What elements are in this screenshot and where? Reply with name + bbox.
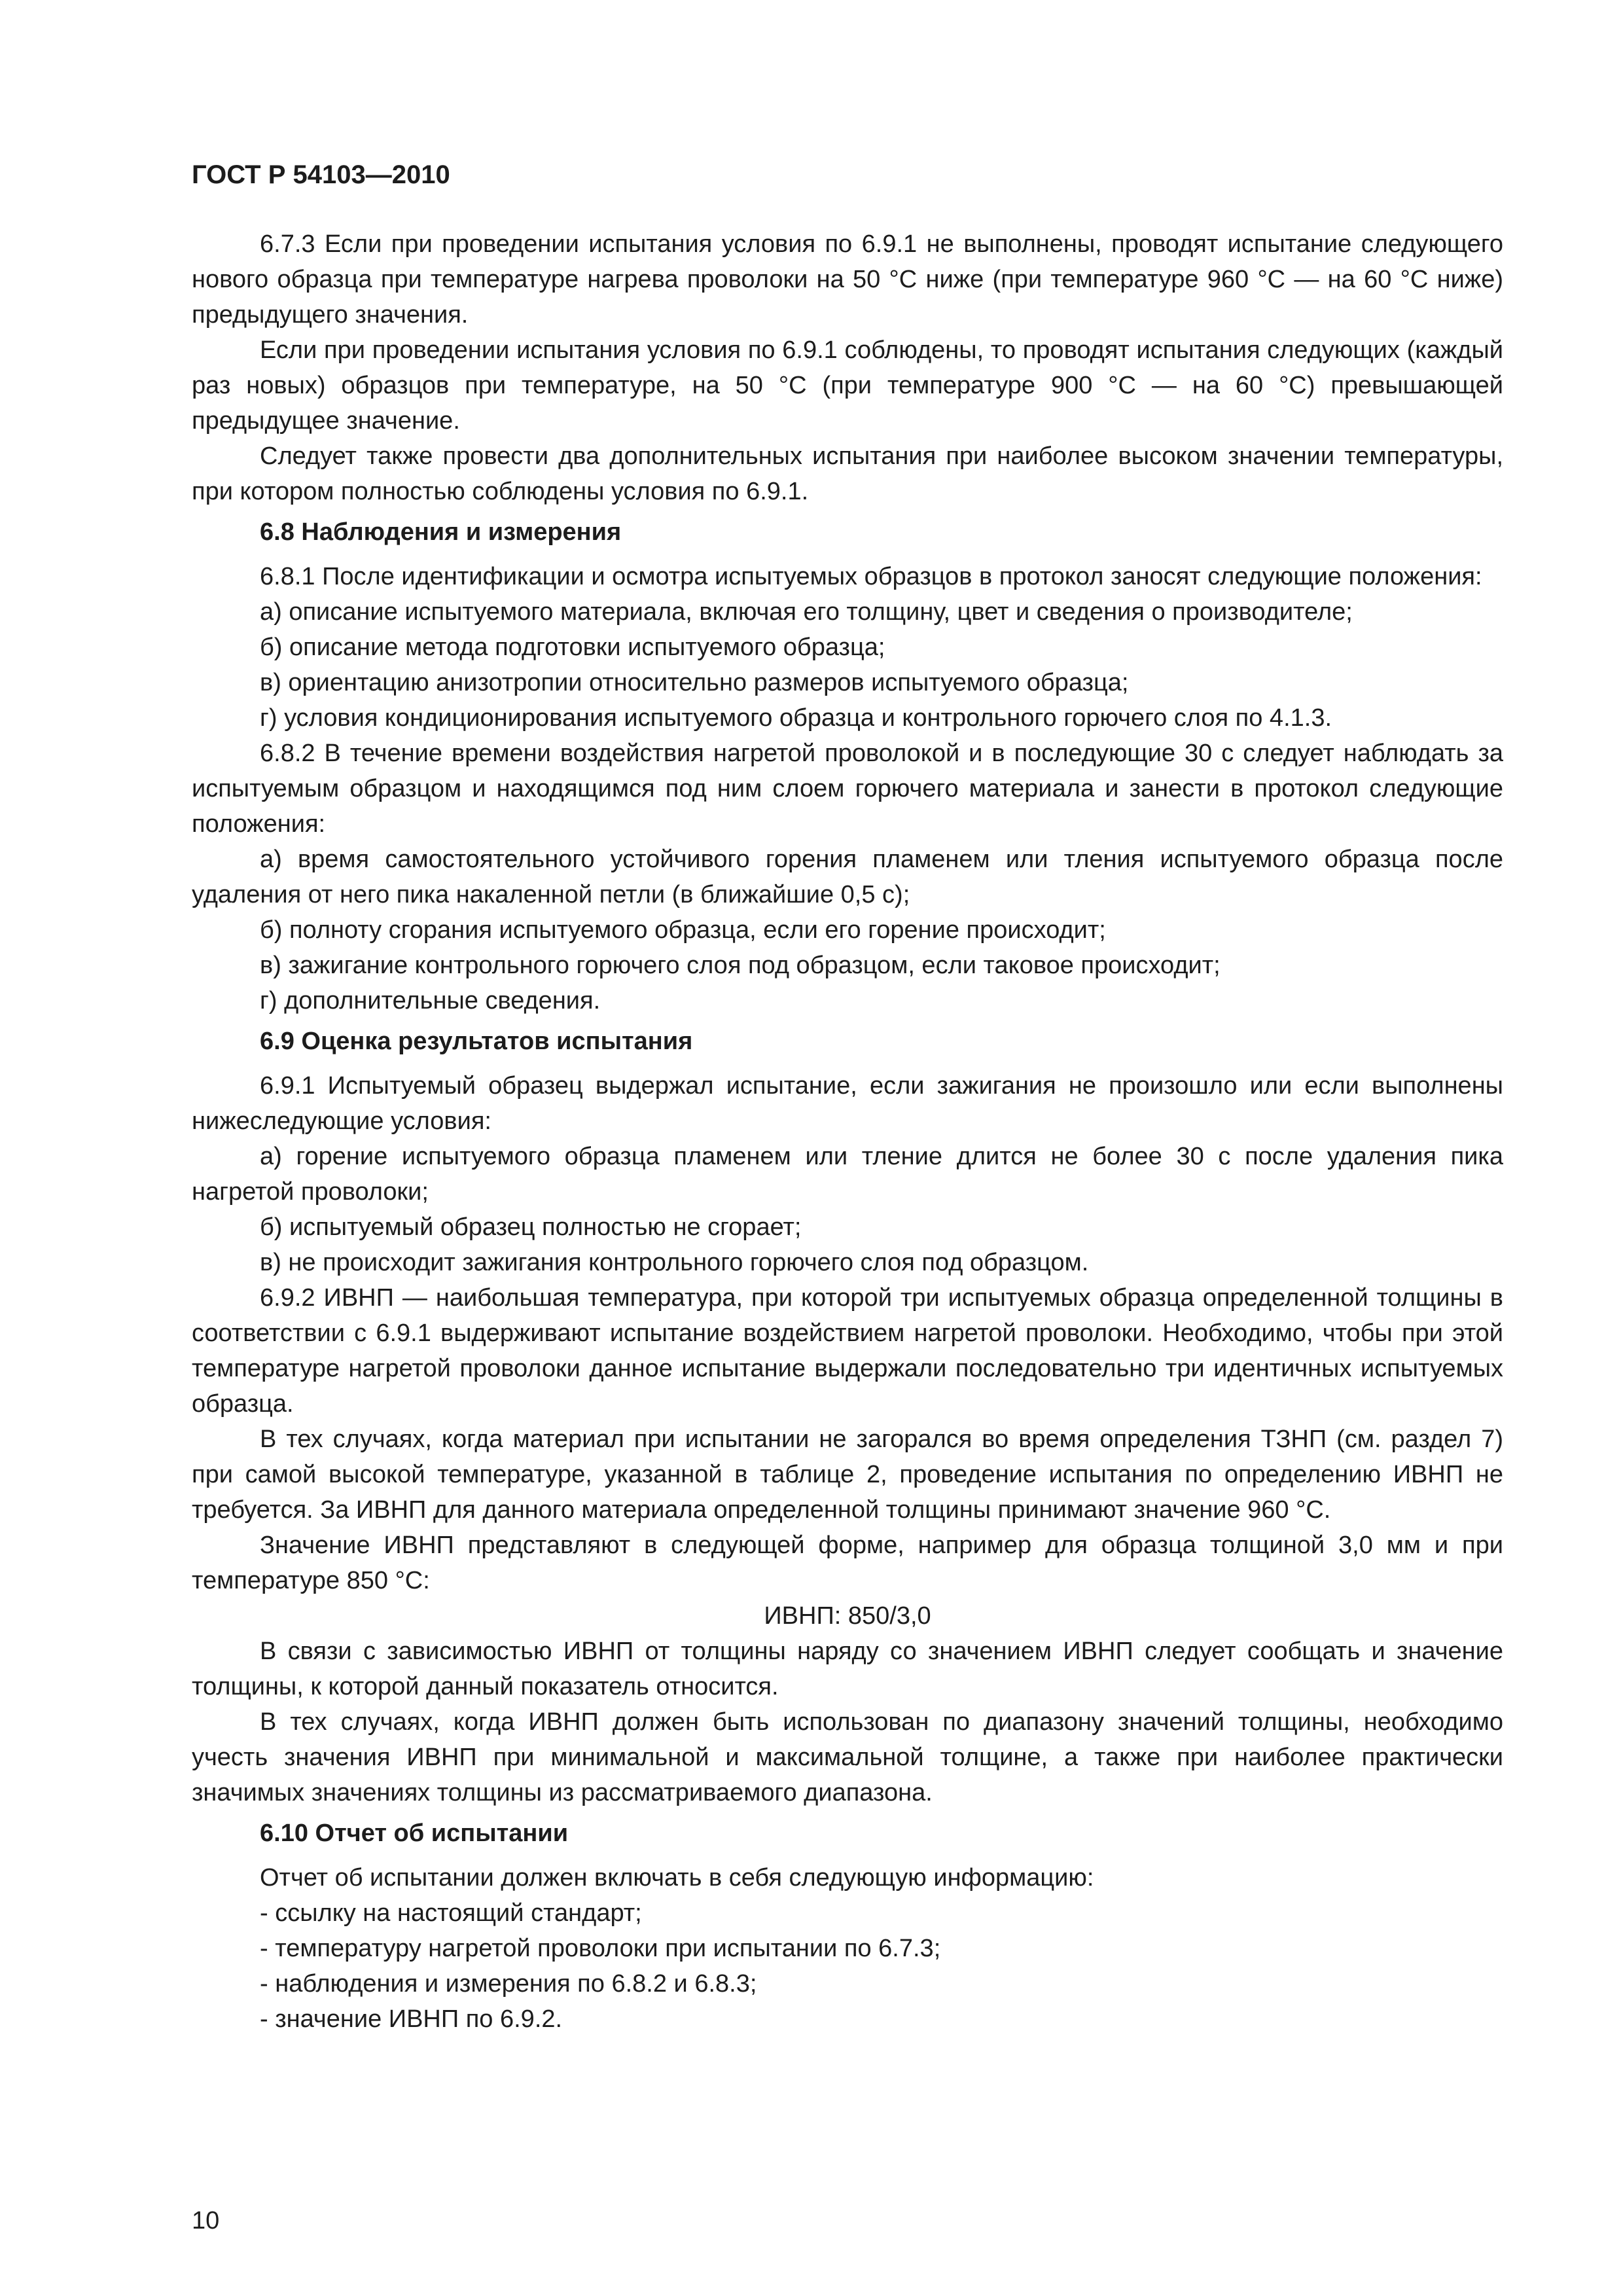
paragraph: Следует также провести два дополнительных испытания при наиболее высоком значении температуры, при котором полностью соблюдены условия по 6.9.1. — [192, 442, 1503, 505]
list-item: - наблюдения и измерения по 6.8.2 и 6.8.3; — [260, 1970, 757, 1998]
list-item: а) описание испытуемого материала, включая его толщину, цвет и сведения о производителе; — [260, 598, 1353, 626]
section-heading-6-10: 6.10 Отчет об испытании — [260, 1820, 569, 1847]
paragraph-6-8-1: 6.8.1 После идентификации и осмотра испытуемых образцов в протокол заносят следующие положения: — [260, 563, 1482, 590]
list-item: - значение ИВНП по 6.9.2. — [260, 2005, 563, 2033]
paragraph: Значение ИВНП представляют в следующей форме, например для образца толщиной 3,0 мм и при температуре 850 °С: — [192, 1532, 1503, 1594]
list-item: г) дополнительные сведения. — [260, 987, 601, 1014]
paragraph: В связи с зависимостью ИВНП от толщины наряду со значением ИВНП следует сообщать и значение толщины, к которой данный показатель относится. — [192, 1638, 1503, 1700]
list-item: г) условия кондиционирования испытуемого образца и контрольного горючего слоя по 4.1.3. — [260, 704, 1332, 732]
paragraph-6-9-1: 6.9.1 Испытуемый образец выдержал испытание, если зажигания не произошло или если выполнены нижеследующие условия: — [192, 1072, 1503, 1135]
list-item: б) описание метода подготовки испытуемого образца; — [260, 634, 885, 661]
list-item: в) зажигание контрольного горючего слоя под образцом, если таковое происходит; — [260, 952, 1221, 979]
paragraph-6-7-3: 6.7.3 Если при проведении испытания условия по 6.9.1 не выполнены, проводят испытание следующего нового образца при температуре нагрева проволоки на 50 °С ниже (при температуре 960 °С — на 60 °С ниже) предыдущего значения. — [192, 230, 1503, 329]
list-item: а) время самостоятельного устойчивого горения пламенем или тления испытуемого образца после удаления от него пика накаленной петли (в ближайшие 0,5 с); — [192, 846, 1503, 908]
paragraph-6-9-2: 6.9.2 ИВНП — наибольшая температура, при которой три испытуемых образца определенной толщины в соответствии с 6.9.1 выдерживают испытание воздействием нагретой проволоки. Необходимо, чтобы при этой температуре нагретой проволоки данное испытание выдержали последовательно три идентичных испытуемых образца. — [192, 1284, 1503, 1418]
list-item: в) ориентацию анизотропии относительно размеров испытуемого образца; — [260, 669, 1129, 696]
list-item: - ссылку на настоящий стандарт; — [260, 1899, 642, 1927]
document-page — [192, 157, 1503, 2265]
list-item: а) горение испытуемого образца пламенем или тление длится не более 30 с после удаления пика нагретой проволоки; — [192, 1143, 1503, 1206]
paragraph: В тех случаях, когда материал при испытании не загорался во время определения ТЗНП (см. раздел 7) при самой высокой температуре, указанной в таблице 2, проведение испытания по определению ИВНП не требуется. За ИВНП для данного материала определенной толщины принимают значение 960 °С. — [192, 1426, 1503, 1524]
section-heading-6-9: 6.9 Оценка результатов испытания — [260, 1028, 693, 1055]
section-heading-6-8: 6.8 Наблюдения и измерения — [260, 518, 622, 546]
list-item: б) испытуемый образец полностью не сгорает; — [260, 1213, 802, 1241]
paragraph-6-8-2: 6.8.2 В течение времени воздействия нагретой проволокой и в последующие 30 с следует наблюдать за испытуемым образцом и находящимся под ним слоем горючего материала и занести в протокол следующие положения: — [192, 740, 1503, 838]
list-item: - температуру нагретой проволоки при испытании по 6.7.3; — [260, 1935, 941, 1962]
paragraph-6-10: Отчет об испытании должен включать в себя следующую информацию: — [260, 1864, 1094, 1892]
list-item: в) не происходит зажигания контрольного горючего слоя под образцом. — [260, 1249, 1089, 1276]
paragraph: В тех случаях, когда ИВНП должен быть использован по диапазону значений толщины, необходимо учесть значения ИВНП при минимальной и максимальной толщине, а также при наиболее практически значимых значениях толщины из рассматриваемого диапазона. — [192, 1708, 1503, 1806]
page-number: 10 — [192, 2207, 220, 2234]
formula: ИВНП: 850/3,0 — [764, 1602, 931, 1630]
document-header: ГОСТ Р 54103—2010 — [192, 160, 450, 189]
list-item: б) полноту сгорания испытуемого образца, если его горение происходит; — [260, 916, 1106, 944]
paragraph: Если при проведении испытания условия по 6.9.1 соблюдены, то проводят испытания следующих (каждый раз новых) образцов при температуре, на 50 °С (при температуре 900 °С — на 60 °С) превышающей предыдущее значение. — [192, 336, 1503, 435]
